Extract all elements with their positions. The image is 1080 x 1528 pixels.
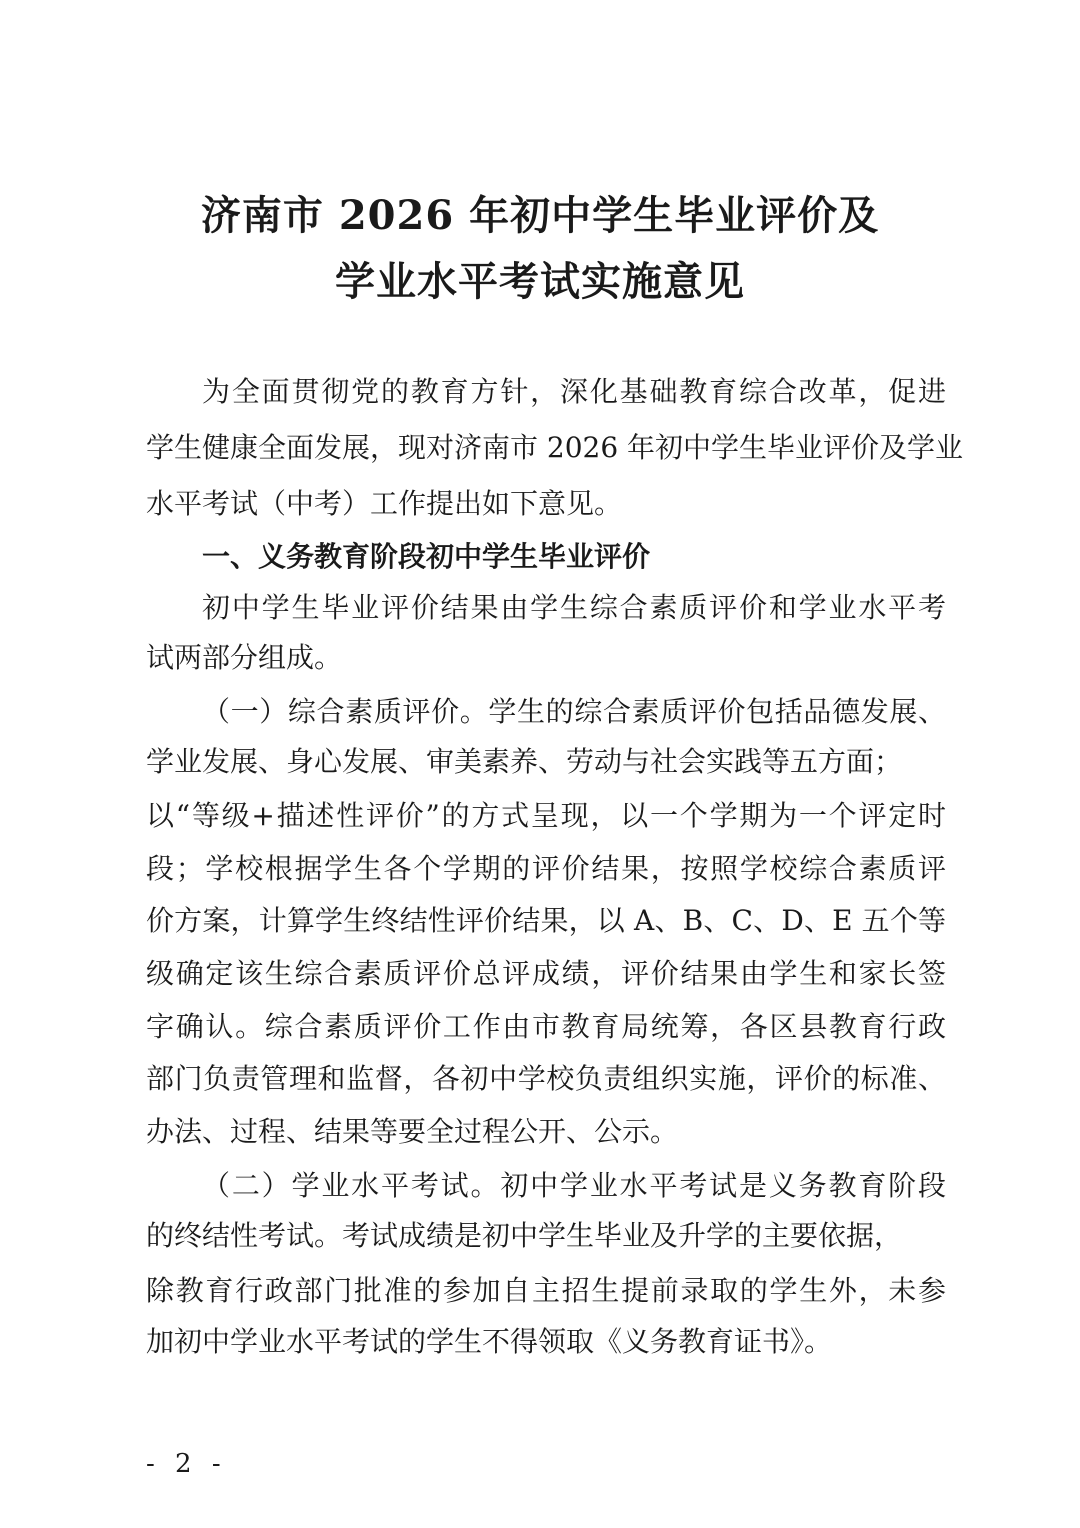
paragraph-3-line-2: 学业发展、身心发展、审美素养、劳动与社会实践等五方面； <box>146 745 903 778</box>
section-heading-1: 一、义务教育阶段初中学生毕业评价 <box>202 540 651 573</box>
paragraph-3-line-8: 部门负责管理和监督，各初中学校负责组织实施，评价的标准、 <box>146 1062 946 1095</box>
document-title-line-2: 学业水平考试实施意见 <box>335 258 745 305</box>
document-title-line-1: 济南市 2026 年初中学生毕业评价及 <box>200 192 880 239</box>
paragraph-3-line-6: 级确定该生综合素质评价总评成绩，评价结果由学生和家长签 <box>146 957 946 990</box>
paragraph-1-line-1: 为全面贯彻党的教育方针，深化基础教育综合改革，促进 <box>202 375 946 408</box>
paragraph-1-line-2: 学生健康全面发展，现对济南市 2026 年初中学生毕业评价及学业 <box>146 431 964 464</box>
paragraph-1-line-3: 水平考试（中考）工作提出如下意见。 <box>146 487 623 520</box>
paragraph-4-line-1: （二）学业水平考试。初中学业水平考试是义务教育阶段 <box>202 1169 946 1202</box>
paragraph-4-line-4: 加初中学业水平考试的学生不得领取《义务教育证书》。 <box>146 1325 833 1358</box>
paragraph-4-line-2: 的终结性考试。考试成绩是初中学生毕业及升学的主要依据， <box>146 1219 903 1252</box>
paragraph-2-line-2: 试两部分组成。 <box>146 641 343 674</box>
paragraph-4-line-3: 除教育行政部门批准的参加自主招生提前录取的学生外，未参 <box>146 1274 946 1307</box>
paragraph-2-line-1: 初中学生毕业评价结果由学生综合素质评价和学业水平考 <box>202 591 946 624</box>
paragraph-3-line-3: 以“等级+描述性评价”的方式呈现，以一个学期为一个评定时 <box>146 799 946 832</box>
page-number: - 2 - <box>146 1449 227 1479</box>
paragraph-3-line-1: （一）综合素质评价。学生的综合素质评价包括品德发展、 <box>202 695 946 728</box>
paragraph-3-line-7: 字确认。综合素质评价工作由市教育局统筹，各区县教育行政 <box>146 1010 946 1043</box>
paragraph-3-line-5: 价方案，计算学生终结性评价结果，以 A、B、C、D、E 五个等 <box>146 904 946 937</box>
paragraph-3-line-9: 办法、过程、结果等要全过程公开、公示。 <box>146 1115 679 1148</box>
paragraph-3-line-4: 段；学校根据学生各个学期的评价结果，按照学校综合素质评 <box>146 852 946 885</box>
